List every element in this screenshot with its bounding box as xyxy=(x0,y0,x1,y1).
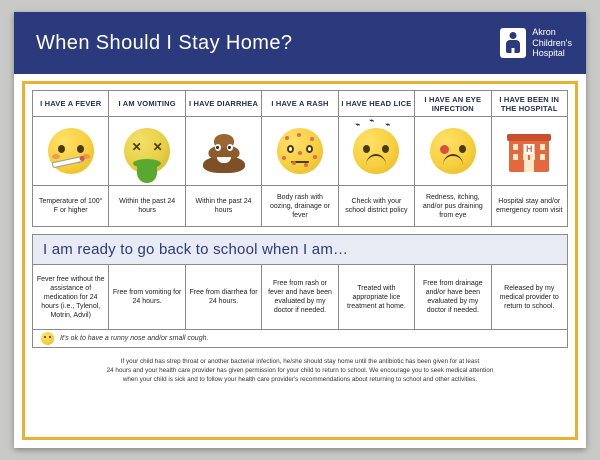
footer-line-1: If your child has strep throat or another bacterial infection, he/she should stay home until the antibiotic has been given for at least xyxy=(120,358,480,365)
note-text: It's ok to have a runny nose and/or small cough. xyxy=(60,335,209,342)
symptom-column-fever xyxy=(33,91,109,226)
symptom-heading: I HAVE HEAD LICE xyxy=(339,91,414,117)
smiley-face-icon xyxy=(41,332,54,345)
hospital-building-icon: H xyxy=(492,117,567,186)
symptom-heading: I HAVE A FEVER xyxy=(33,91,108,117)
symptom-caption: Within the past 24 hours xyxy=(195,198,252,214)
symptom-column-rash xyxy=(262,91,338,226)
ready-cell-lice: Treated with appropriate lice treatment at home. xyxy=(339,265,415,329)
symptom-heading: I HAVE AN EYE INFECTION xyxy=(415,91,490,117)
ready-banner xyxy=(32,234,568,264)
ready-cell-fever: Fever free without the assistance of medication for 24 hours (i.e., Tylenol, Motrin, Advil) xyxy=(33,265,109,329)
ready-cell-vomiting: Free from vomiting for 24 hours. xyxy=(109,265,185,329)
symptom-caption: Redness, itching, and/or pus draining from eye xyxy=(422,193,483,219)
symptom-caption: Body rash with oozing, drainage or fever xyxy=(270,193,330,219)
face-with-pink-eye-icon xyxy=(415,117,490,186)
footer-disclaimer xyxy=(32,357,568,384)
logo-line-3: Hospital xyxy=(532,48,565,59)
akron-childrens-person-icon xyxy=(500,28,526,58)
poster-body xyxy=(14,74,586,448)
symptom-table xyxy=(32,90,568,227)
ready-cell-rash: Free from rash or fever and have been evaluated by my doctor if needed. xyxy=(262,265,338,329)
ready-cell-eye: Free from drainage and/or have been evaluated by my doctor if needed. xyxy=(415,265,491,329)
symptom-column-hospital xyxy=(492,91,567,226)
poster xyxy=(14,12,586,448)
ready-cell-hospital: Released by my medical provider to return to school. xyxy=(499,284,559,310)
symptom-column-diarrhea xyxy=(186,91,262,226)
ready-cell-diarrhea: Free from diarrhea for 24 hours. xyxy=(186,265,262,329)
symptom-caption: Hospital stay and/or emergency room visit xyxy=(495,198,563,214)
poster-header xyxy=(14,12,586,74)
symptom-caption: Check with your school district policy xyxy=(345,198,408,214)
logo-line-1: Akron xyxy=(532,27,556,38)
akron-childrens-hospital-logo xyxy=(500,27,576,59)
ready-table xyxy=(32,264,568,330)
symptom-column-eye-infection xyxy=(415,91,491,226)
footer-line-3: when your child is sick and to follow your health care provider's recommendations about returning to school and other activities. xyxy=(122,376,478,383)
ready-banner-text: I am ready to go back to school when I am… xyxy=(43,241,349,258)
face-with-lice-icon: ⌁ ⌁ ⌁ xyxy=(339,117,414,186)
logo-line-2: Children's xyxy=(532,37,572,48)
vomiting-face-icon: ✕ ✕ xyxy=(109,117,184,186)
sick-face-with-thermometer-icon xyxy=(33,117,108,186)
footer-line-2: 24 hours and your health care provider has given permission for your child to return to school. We encourage you to seek medical attention xyxy=(106,367,494,374)
face-with-rash-icon xyxy=(262,117,337,186)
symptom-column-head-lice xyxy=(339,91,415,226)
note-row xyxy=(32,330,568,348)
pile-of-poo-icon xyxy=(186,117,261,186)
symptom-heading: I HAVE BEEN IN THE HOSPITAL xyxy=(492,91,567,117)
symptom-heading: I AM VOMITING xyxy=(109,91,184,117)
symptom-caption: Temperature of 100° F or higher xyxy=(38,198,103,214)
symptom-heading: I HAVE A RASH xyxy=(262,91,337,117)
logo-text xyxy=(532,27,572,59)
symptom-heading: I HAVE DIARRHEA xyxy=(186,91,261,117)
page-title: When Should I Stay Home? xyxy=(36,31,293,54)
gold-frame xyxy=(22,81,578,440)
symptom-caption: Within the past 24 hours xyxy=(119,198,176,214)
symptom-column-vomiting xyxy=(109,91,185,226)
